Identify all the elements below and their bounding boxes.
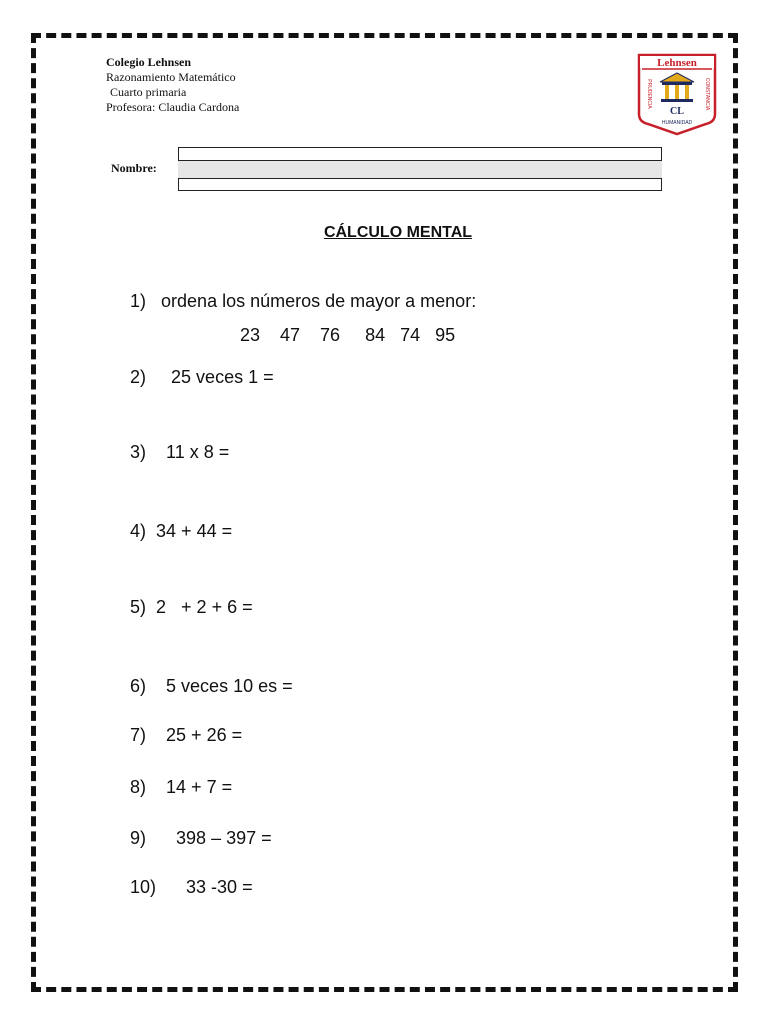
name-input-row[interactable] [178, 160, 662, 179]
school-logo [636, 52, 718, 136]
exercise-text: 33 -30 = [186, 877, 253, 897]
exercise-9 [130, 828, 272, 849]
subject-name: Razonamiento Matemático [106, 70, 236, 84]
exercise-8 [130, 777, 232, 798]
exercise-1 [130, 291, 476, 312]
exercise-text: 2 + 2 + 6 = [156, 597, 253, 617]
exercise-text: 11 x 8 = [166, 442, 230, 462]
grade-level: Cuarto primaria [110, 85, 187, 99]
name-field[interactable] [178, 147, 662, 191]
exercise-text: 25 veces 1 = [171, 367, 274, 387]
exercise-text: 34 + 44 = [156, 521, 233, 541]
exercise-text: 5 veces 10 es = [166, 676, 293, 696]
exercise-number: 7) [130, 725, 147, 745]
exercise-number: 10) [130, 877, 157, 897]
exercise-text: 25 + 26 = [166, 725, 243, 745]
exercise-number: 5) [130, 597, 147, 617]
exercise-number: 4) [130, 521, 147, 541]
logo-right-word: CONSTANCIA [704, 77, 710, 111]
exercise-number: 6) [130, 676, 147, 696]
exercise-7 [130, 725, 242, 746]
exercise-number: 2) [130, 367, 147, 387]
exercise-4 [130, 521, 232, 542]
logo-bottom-word: HUMANIDAD [661, 120, 693, 126]
exercise-5 [130, 597, 253, 618]
logo-left-word: PRUDENCIA [646, 79, 652, 109]
exercise-10 [130, 877, 253, 898]
logo-monogram: CL [670, 106, 684, 117]
name-label: Nombre: [111, 161, 157, 175]
exercise-text: 14 + 7 = [166, 777, 233, 797]
exercise-number: 3) [130, 442, 147, 462]
exercise-text: 398 – 397 = [176, 828, 272, 848]
exercise-2 [130, 367, 274, 388]
exercise-6 [130, 676, 293, 697]
exercise-number: 9) [130, 828, 147, 848]
exercise-number: 8) [130, 777, 147, 797]
school-header [106, 55, 239, 115]
exercise-text: ordena los números de mayor a menor: [161, 291, 477, 311]
exercise-3 [130, 442, 229, 463]
exercise-number: 1) [130, 291, 147, 311]
page-title: CÁLCULO MENTAL [323, 224, 473, 241]
logo-name: Lehnsen [657, 57, 697, 69]
school-name: Colegio Lehnsen [106, 55, 192, 69]
numbers-to-order: 23 47 76 84 74 95 [240, 325, 456, 345]
teacher-name: Profesora: Claudia Cardona [106, 100, 240, 114]
